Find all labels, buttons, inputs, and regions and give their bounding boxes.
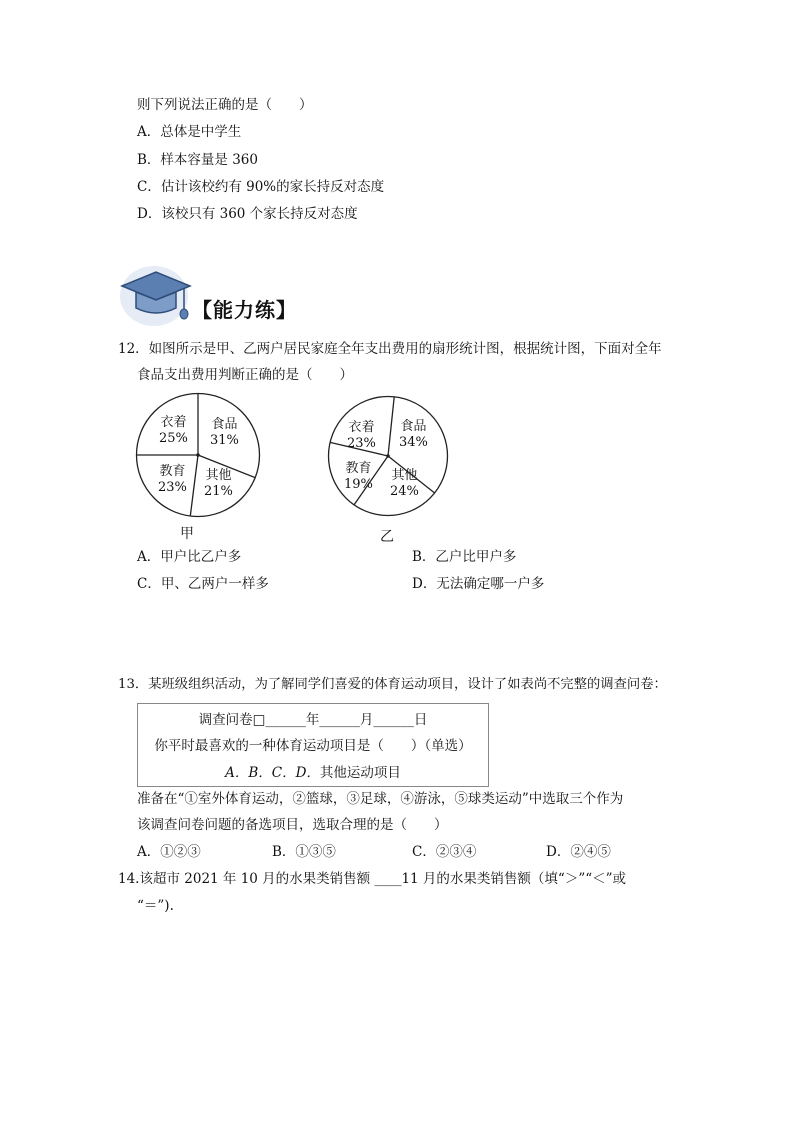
q12-option-c: C．甲、乙两户一样多 [137, 576, 269, 592]
q13-option-d: D．②④⑤ [546, 844, 611, 860]
q13-option-c: C．②③④ [412, 844, 477, 860]
q13-option-a: A．①②③ [137, 844, 201, 860]
pie-b-center [386, 454, 390, 458]
q13-option-b: B．①③⑤ [272, 844, 336, 860]
pie-b-label-food: 食品 34% [399, 419, 428, 450]
q13-text-line2: 该调查问卷问题的备选项目，选取合理的是（ ） [137, 817, 448, 833]
pie-a-label-other: 其他 21% [204, 468, 233, 499]
survey-line-date: 调查问卷□______年______月______日 [198, 712, 428, 728]
q12-option-b: B．乙户比甲户多 [412, 549, 517, 565]
survey-table [137, 703, 489, 787]
pie-a-label-education: 教育 23% [158, 464, 187, 495]
q11-stem-tail: 则下列说法正确的是（ ） [137, 97, 313, 113]
q14-line2: “＝”). [137, 898, 174, 914]
section-title: 【能力练】 [192, 298, 297, 322]
q14-line1: 14.该超市 2021 年 10 月的水果类销售额 ____11 月的水果类销售额（填“＞”“＜”或 [118, 871, 627, 887]
q12-option-a: A．甲户比乙户多 [137, 549, 242, 565]
survey-line-question: 你平时最喜欢的一种体育运动项目是（ ）（单选） [154, 738, 472, 754]
pie-chart-b [327, 395, 449, 517]
q11-option-a: A．总体是中学生 [137, 124, 242, 140]
pie-a-label-clothing: 衣着 25% [159, 415, 188, 446]
pie-b-label-clothing: 衣着 23% [347, 420, 376, 451]
q11-option-c: C．估计该校约有 90%的家长持反对态度 [137, 179, 385, 195]
survey-choice-letters: A．B．C．D． [225, 765, 320, 781]
pie-b-caption: 乙 [380, 529, 394, 545]
q13-text-line1: 准备在“①室外体育运动，②篮球，③足球，④游泳，⑤球类运动”中选取三个作为 [137, 791, 624, 807]
pie-a-caption: 甲 [180, 526, 194, 542]
q12-stem-line2: 食品支出费用判断正确的是（ ） [137, 367, 353, 383]
pie-b-label-education: 教育 19% [344, 461, 373, 492]
q11-option-d: D．该校只有 360 个家长持反对态度 [137, 206, 358, 222]
q12-option-d: D．无法确定哪一户多 [412, 576, 545, 592]
pie-a-label-food: 食品 31% [210, 417, 239, 448]
q11-option-b: B．样本容量是 360 [137, 152, 258, 168]
survey-line-choices [138, 761, 488, 781]
pie-b-label-other: 其他 24% [390, 468, 419, 499]
q12-stem-line1: 12．如图所示是甲、乙两户居民家庭全年支出费用的扇形统计图，根据统计图，下面对全年 [118, 341, 662, 357]
survey-choice-other: 其他运动项目 [319, 765, 401, 781]
pie-chart-a [135, 392, 261, 518]
pie-a-center [196, 453, 200, 457]
q13-stem: 13．某班级组织活动，为了解同学们喜爱的体育运动项目，设计了如表尚不完整的调查问卷： [118, 677, 667, 692]
